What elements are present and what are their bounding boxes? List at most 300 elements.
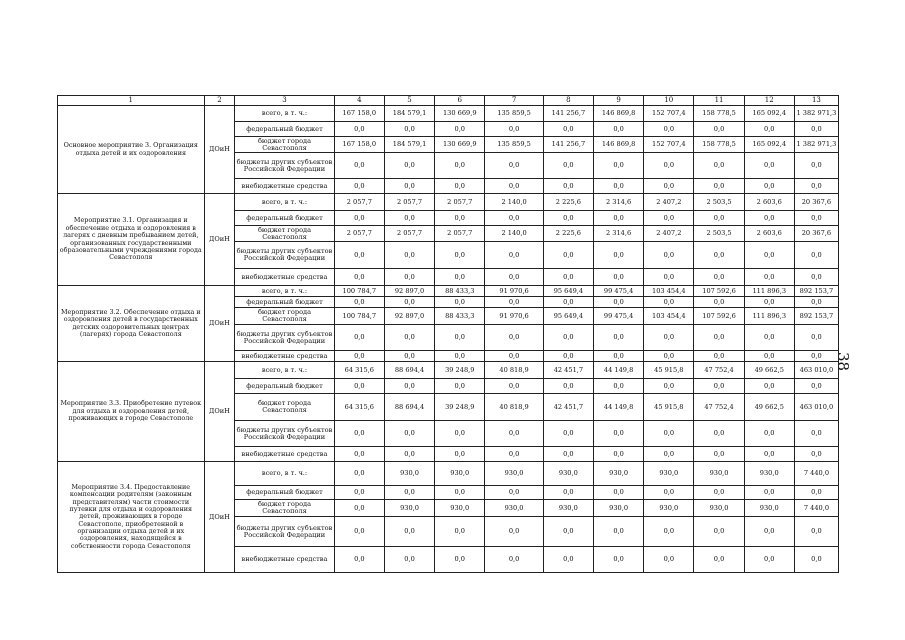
amount-cell: 64 315,6 bbox=[334, 362, 384, 379]
amount-cell: 0,0 bbox=[384, 153, 434, 179]
amount-cell: 0,0 bbox=[384, 351, 434, 362]
amount-cell: 0,0 bbox=[334, 379, 384, 394]
amount-cell: 0,0 bbox=[644, 421, 694, 447]
amount-cell: 0,0 bbox=[794, 122, 838, 137]
amount-cell: 930,0 bbox=[384, 500, 434, 517]
funding-source: бюджеты других субъектов Российской Федерации bbox=[235, 242, 334, 269]
amount-cell: 0,0 bbox=[384, 379, 434, 394]
amount-cell: 99 475,4 bbox=[593, 286, 643, 297]
amount-cell: 0,0 bbox=[485, 447, 543, 462]
amount-cell: 0,0 bbox=[334, 486, 384, 500]
amount-cell: 0,0 bbox=[543, 351, 593, 362]
amount-cell: 92 897,0 bbox=[384, 286, 434, 297]
amount-cell: 47 752,4 bbox=[694, 394, 744, 421]
amount-cell: 0,0 bbox=[543, 421, 593, 447]
amount-cell: 0,0 bbox=[744, 547, 794, 573]
amount-cell: 0,0 bbox=[593, 486, 643, 500]
amount-cell: 2 140,0 bbox=[485, 194, 543, 211]
table-body bbox=[58, 96, 839, 573]
amount-cell: 0,0 bbox=[485, 122, 543, 137]
amount-cell: 0,0 bbox=[485, 325, 543, 351]
amount-cell: 2 503,5 bbox=[694, 226, 744, 242]
amount-cell: 2 603,6 bbox=[744, 194, 794, 211]
amount-cell: 0,0 bbox=[384, 486, 434, 500]
amount-cell: 0,0 bbox=[644, 153, 694, 179]
amount-cell: 892 153,7 bbox=[794, 308, 838, 325]
budget-table bbox=[57, 95, 839, 573]
amount-cell: 0,0 bbox=[384, 179, 434, 194]
amount-cell: 0,0 bbox=[384, 211, 434, 226]
amount-cell: 0,0 bbox=[435, 242, 485, 269]
header-cell: 9 bbox=[593, 96, 643, 106]
amount-cell: 0,0 bbox=[744, 447, 794, 462]
amount-cell: 0,0 bbox=[794, 486, 838, 500]
amount-cell: 2 057,7 bbox=[334, 226, 384, 242]
amount-cell: 0,0 bbox=[794, 351, 838, 362]
amount-cell: 0,0 bbox=[543, 297, 593, 308]
funding-source: бюджеты других субъектов Российской Федерации bbox=[235, 325, 334, 351]
amount-cell: 0,0 bbox=[485, 153, 543, 179]
activity-name: Мероприятие 3.2. Обеспечение отдыха и оздоровления детей в государственных детских оздоровительных центрах (лагерях) города Севастополя bbox=[58, 286, 205, 362]
header-cell: 4 bbox=[334, 96, 384, 106]
amount-cell: 0,0 bbox=[334, 297, 384, 308]
amount-cell: 930,0 bbox=[435, 462, 485, 486]
funding-source: бюджет города Севастополя bbox=[235, 226, 334, 242]
amount-cell: 0,0 bbox=[334, 351, 384, 362]
amount-cell: 0,0 bbox=[334, 242, 384, 269]
funding-source: федеральный бюджет bbox=[235, 122, 334, 137]
amount-cell: 0,0 bbox=[644, 211, 694, 226]
amount-cell: 91 970,6 bbox=[485, 308, 543, 325]
amount-cell: 0,0 bbox=[485, 547, 543, 573]
amount-cell: 0,0 bbox=[543, 179, 593, 194]
funding-source: внебюджетные средства bbox=[235, 547, 334, 573]
amount-cell: 0,0 bbox=[644, 297, 694, 308]
funding-source: бюджеты других субъектов Российской Федерации bbox=[235, 517, 334, 547]
header-cell: 3 bbox=[235, 96, 334, 106]
amount-cell: 111 896,3 bbox=[744, 286, 794, 297]
amount-cell: 0,0 bbox=[435, 351, 485, 362]
amount-cell: 0,0 bbox=[543, 211, 593, 226]
amount-cell: 0,0 bbox=[543, 269, 593, 286]
amount-cell: 165 092,4 bbox=[744, 106, 794, 122]
amount-cell: 7 440,0 bbox=[794, 462, 838, 486]
amount-cell: 0,0 bbox=[435, 447, 485, 462]
amount-cell: 0,0 bbox=[744, 517, 794, 547]
header-cell: 13 bbox=[794, 96, 838, 106]
amount-cell: 0,0 bbox=[485, 179, 543, 194]
amount-cell: 158 778,5 bbox=[694, 137, 744, 153]
page-number: 38 bbox=[834, 352, 852, 372]
funding-source: всего, в т. ч.: bbox=[235, 362, 334, 379]
amount-cell: 1 382 971,3 bbox=[794, 137, 838, 153]
amount-cell: 930,0 bbox=[694, 500, 744, 517]
amount-cell: 892 153,7 bbox=[794, 286, 838, 297]
amount-cell: 2 314,6 bbox=[593, 194, 643, 211]
amount-cell: 0,0 bbox=[384, 421, 434, 447]
amount-cell: 0,0 bbox=[485, 269, 543, 286]
amount-cell: 930,0 bbox=[485, 462, 543, 486]
funding-source: всего, в т. ч.: bbox=[235, 106, 334, 122]
amount-cell: 0,0 bbox=[744, 379, 794, 394]
amount-cell: 20 367,6 bbox=[794, 194, 838, 211]
header-row bbox=[58, 96, 839, 106]
amount-cell: 0,0 bbox=[543, 517, 593, 547]
amount-cell: 92 897,0 bbox=[384, 308, 434, 325]
amount-cell: 146 869,8 bbox=[593, 137, 643, 153]
amount-cell: 152 707,4 bbox=[644, 137, 694, 153]
amount-cell: 0,0 bbox=[435, 547, 485, 573]
executor-cell: ДОиН bbox=[204, 106, 235, 194]
table-row bbox=[58, 194, 839, 211]
amount-cell: 0,0 bbox=[794, 242, 838, 269]
amount-cell: 99 475,4 bbox=[593, 308, 643, 325]
funding-source: всего, в т. ч.: bbox=[235, 286, 334, 297]
amount-cell: 930,0 bbox=[543, 462, 593, 486]
amount-cell: 930,0 bbox=[593, 462, 643, 486]
amount-cell: 0,0 bbox=[593, 211, 643, 226]
amount-cell: 930,0 bbox=[644, 500, 694, 517]
amount-cell: 0,0 bbox=[593, 379, 643, 394]
amount-cell: 0,0 bbox=[543, 379, 593, 394]
amount-cell: 100 784,7 bbox=[334, 286, 384, 297]
amount-cell: 0,0 bbox=[593, 179, 643, 194]
amount-cell: 0,0 bbox=[744, 153, 794, 179]
funding-source: бюджеты других субъектов Российской Федерации bbox=[235, 421, 334, 447]
funding-source: бюджет города Севастополя bbox=[235, 308, 334, 325]
amount-cell: 0,0 bbox=[435, 297, 485, 308]
header-cell: 7 bbox=[485, 96, 543, 106]
amount-cell: 2 407,2 bbox=[644, 226, 694, 242]
amount-cell: 0,0 bbox=[384, 269, 434, 286]
amount-cell: 88 694,4 bbox=[384, 362, 434, 379]
amount-cell: 0,0 bbox=[384, 547, 434, 573]
amount-cell: 0,0 bbox=[694, 297, 744, 308]
amount-cell: 0,0 bbox=[334, 325, 384, 351]
amount-cell: 45 915,8 bbox=[644, 362, 694, 379]
amount-cell: 0,0 bbox=[644, 486, 694, 500]
amount-cell: 0,0 bbox=[744, 325, 794, 351]
activity-name: Основное мероприятие 3. Организация отдыха детей и их оздоровления bbox=[58, 106, 205, 194]
amount-cell: 2 057,7 bbox=[334, 194, 384, 211]
activity-name: Мероприятие 3.4. Предоставление компенсации родителям (законным представителям) части стоимости путевки для отдыха и оздоровления детей, проживающих в городе Севастополе, приобретенной в организации отдыха детей и их оздоровления, находящейся в собственности города Севастополя bbox=[58, 462, 205, 573]
executor-cell: ДОиН bbox=[204, 286, 235, 362]
amount-cell: 0,0 bbox=[334, 153, 384, 179]
amount-cell: 100 784,7 bbox=[334, 308, 384, 325]
amount-cell: 64 315,6 bbox=[334, 394, 384, 421]
amount-cell: 0,0 bbox=[435, 122, 485, 137]
amount-cell: 95 649,4 bbox=[543, 308, 593, 325]
amount-cell: 0,0 bbox=[543, 547, 593, 573]
amount-cell: 0,0 bbox=[485, 242, 543, 269]
amount-cell: 158 778,5 bbox=[694, 106, 744, 122]
amount-cell: 0,0 bbox=[593, 153, 643, 179]
amount-cell: 0,0 bbox=[644, 242, 694, 269]
header-cell: 2 bbox=[204, 96, 235, 106]
amount-cell: 0,0 bbox=[543, 122, 593, 137]
amount-cell: 0,0 bbox=[334, 547, 384, 573]
funding-source: бюджет города Севастополя bbox=[235, 394, 334, 421]
amount-cell: 0,0 bbox=[744, 211, 794, 226]
amount-cell: 0,0 bbox=[744, 486, 794, 500]
funding-source: внебюджетные средства bbox=[235, 179, 334, 194]
amount-cell: 0,0 bbox=[694, 269, 744, 286]
amount-cell: 0,0 bbox=[435, 486, 485, 500]
amount-cell: 930,0 bbox=[384, 462, 434, 486]
amount-cell: 141 256,7 bbox=[543, 106, 593, 122]
amount-cell: 2 057,7 bbox=[435, 226, 485, 242]
amount-cell: 2 057,7 bbox=[384, 226, 434, 242]
amount-cell: 0,0 bbox=[485, 421, 543, 447]
amount-cell: 107 592,6 bbox=[694, 286, 744, 297]
amount-cell: 0,0 bbox=[384, 517, 434, 547]
amount-cell: 0,0 bbox=[485, 211, 543, 226]
amount-cell: 0,0 bbox=[543, 486, 593, 500]
amount-cell: 2 140,0 bbox=[485, 226, 543, 242]
amount-cell: 42 451,7 bbox=[543, 394, 593, 421]
header-cell: 1 bbox=[58, 96, 205, 106]
amount-cell: 0,0 bbox=[334, 269, 384, 286]
amount-cell: 0,0 bbox=[694, 447, 744, 462]
amount-cell: 0,0 bbox=[334, 179, 384, 194]
header-cell: 12 bbox=[744, 96, 794, 106]
amount-cell: 0,0 bbox=[435, 517, 485, 547]
amount-cell: 0,0 bbox=[644, 325, 694, 351]
amount-cell: 0,0 bbox=[384, 447, 434, 462]
amount-cell: 88 694,4 bbox=[384, 394, 434, 421]
amount-cell: 0,0 bbox=[644, 547, 694, 573]
amount-cell: 0,0 bbox=[794, 153, 838, 179]
amount-cell: 0,0 bbox=[543, 153, 593, 179]
amount-cell: 0,0 bbox=[794, 517, 838, 547]
amount-cell: 0,0 bbox=[794, 447, 838, 462]
amount-cell: 0,0 bbox=[384, 325, 434, 351]
amount-cell: 1 382 971,3 bbox=[794, 106, 838, 122]
amount-cell: 0,0 bbox=[694, 211, 744, 226]
amount-cell: 0,0 bbox=[694, 242, 744, 269]
amount-cell: 88 433,3 bbox=[435, 286, 485, 297]
amount-cell: 7 440,0 bbox=[794, 500, 838, 517]
amount-cell: 184 579,1 bbox=[384, 137, 434, 153]
funding-source: федеральный бюджет bbox=[235, 211, 334, 226]
amount-cell: 0,0 bbox=[543, 325, 593, 351]
amount-cell: 0,0 bbox=[435, 179, 485, 194]
amount-cell: 0,0 bbox=[593, 269, 643, 286]
amount-cell: 0,0 bbox=[485, 517, 543, 547]
amount-cell: 930,0 bbox=[644, 462, 694, 486]
amount-cell: 0,0 bbox=[644, 122, 694, 137]
amount-cell: 0,0 bbox=[794, 379, 838, 394]
funding-source: всего, в т. ч.: bbox=[235, 194, 334, 211]
amount-cell: 0,0 bbox=[435, 211, 485, 226]
amount-cell: 2 407,2 bbox=[644, 194, 694, 211]
amount-cell: 0,0 bbox=[593, 325, 643, 351]
amount-cell: 0,0 bbox=[334, 122, 384, 137]
amount-cell: 0,0 bbox=[644, 351, 694, 362]
amount-cell: 107 592,6 bbox=[694, 308, 744, 325]
amount-cell: 0,0 bbox=[744, 179, 794, 194]
amount-cell: 152 707,4 bbox=[644, 106, 694, 122]
table-row bbox=[58, 106, 839, 122]
amount-cell: 0,0 bbox=[485, 379, 543, 394]
amount-cell: 0,0 bbox=[694, 379, 744, 394]
funding-source: федеральный бюджет bbox=[235, 297, 334, 308]
amount-cell: 930,0 bbox=[543, 500, 593, 517]
amount-cell: 39 248,9 bbox=[435, 362, 485, 379]
amount-cell: 0,0 bbox=[384, 242, 434, 269]
amount-cell: 0,0 bbox=[435, 379, 485, 394]
amount-cell: 0,0 bbox=[593, 122, 643, 137]
table-row bbox=[58, 362, 839, 379]
amount-cell: 42 451,7 bbox=[543, 362, 593, 379]
amount-cell: 0,0 bbox=[334, 447, 384, 462]
activity-name: Мероприятие 3.1. Организация и обеспечение отдыха и оздоровления в лагерях с дневным пребыванием детей, организованных государственными образовательными учреждениями города Севастополя bbox=[58, 194, 205, 286]
amount-cell: 0,0 bbox=[593, 547, 643, 573]
amount-cell: 0,0 bbox=[744, 421, 794, 447]
table-row bbox=[58, 286, 839, 297]
amount-cell: 0,0 bbox=[694, 486, 744, 500]
amount-cell: 0,0 bbox=[644, 447, 694, 462]
amount-cell: 0,0 bbox=[794, 325, 838, 351]
amount-cell: 930,0 bbox=[744, 462, 794, 486]
funding-source: бюджеты других субъектов Российской Федерации bbox=[235, 153, 334, 179]
amount-cell: 0,0 bbox=[334, 462, 384, 486]
header-cell: 10 bbox=[644, 96, 694, 106]
amount-cell: 0,0 bbox=[543, 447, 593, 462]
amount-cell: 0,0 bbox=[334, 211, 384, 226]
amount-cell: 2 225,6 bbox=[543, 194, 593, 211]
amount-cell: 91 970,6 bbox=[485, 286, 543, 297]
amount-cell: 0,0 bbox=[485, 297, 543, 308]
amount-cell: 0,0 bbox=[334, 500, 384, 517]
amount-cell: 0,0 bbox=[744, 269, 794, 286]
amount-cell: 930,0 bbox=[593, 500, 643, 517]
amount-cell: 0,0 bbox=[435, 269, 485, 286]
header-cell: 5 bbox=[384, 96, 434, 106]
amount-cell: 0,0 bbox=[435, 153, 485, 179]
funding-source: всего, в т. ч.: bbox=[235, 462, 334, 486]
amount-cell: 930,0 bbox=[435, 500, 485, 517]
amount-cell: 40 818,9 bbox=[485, 394, 543, 421]
amount-cell: 2 603,6 bbox=[744, 226, 794, 242]
amount-cell: 0,0 bbox=[744, 242, 794, 269]
amount-cell: 49 662,5 bbox=[744, 394, 794, 421]
amount-cell: 0,0 bbox=[543, 242, 593, 269]
amount-cell: 0,0 bbox=[794, 547, 838, 573]
header-cell: 11 bbox=[694, 96, 744, 106]
amount-cell: 135 859,5 bbox=[485, 106, 543, 122]
amount-cell: 44 149,8 bbox=[593, 394, 643, 421]
amount-cell: 95 649,4 bbox=[543, 286, 593, 297]
amount-cell: 463 010,0 bbox=[794, 394, 838, 421]
amount-cell: 463 010,0 bbox=[794, 362, 838, 379]
amount-cell: 0,0 bbox=[334, 421, 384, 447]
amount-cell: 103 454,4 bbox=[644, 308, 694, 325]
amount-cell: 0,0 bbox=[644, 269, 694, 286]
amount-cell: 0,0 bbox=[694, 122, 744, 137]
amount-cell: 130 669,9 bbox=[435, 106, 485, 122]
amount-cell: 0,0 bbox=[593, 421, 643, 447]
amount-cell: 0,0 bbox=[744, 122, 794, 137]
amount-cell: 184 579,1 bbox=[384, 106, 434, 122]
header-cell: 8 bbox=[543, 96, 593, 106]
amount-cell: 44 149,8 bbox=[593, 362, 643, 379]
amount-cell: 167 158,0 bbox=[334, 137, 384, 153]
amount-cell: 0,0 bbox=[485, 486, 543, 500]
amount-cell: 39 248,9 bbox=[435, 394, 485, 421]
table-row bbox=[58, 462, 839, 486]
amount-cell: 0,0 bbox=[794, 211, 838, 226]
amount-cell: 0,0 bbox=[384, 122, 434, 137]
amount-cell: 20 367,6 bbox=[794, 226, 838, 242]
executor-cell: ДОиН bbox=[204, 362, 235, 462]
funding-source: внебюджетные средства bbox=[235, 351, 334, 362]
amount-cell: 930,0 bbox=[744, 500, 794, 517]
amount-cell: 45 915,8 bbox=[644, 394, 694, 421]
amount-cell: 0,0 bbox=[435, 325, 485, 351]
amount-cell: 0,0 bbox=[694, 179, 744, 194]
amount-cell: 0,0 bbox=[593, 297, 643, 308]
amount-cell: 0,0 bbox=[644, 179, 694, 194]
amount-cell: 130 669,9 bbox=[435, 137, 485, 153]
amount-cell: 0,0 bbox=[644, 379, 694, 394]
amount-cell: 0,0 bbox=[644, 517, 694, 547]
header-cell: 6 bbox=[435, 96, 485, 106]
amount-cell: 0,0 bbox=[485, 351, 543, 362]
amount-cell: 40 818,9 bbox=[485, 362, 543, 379]
amount-cell: 2 057,7 bbox=[435, 194, 485, 211]
funding-source: федеральный бюджет bbox=[235, 379, 334, 394]
amount-cell: 2 225,6 bbox=[543, 226, 593, 242]
amount-cell: 49 662,5 bbox=[744, 362, 794, 379]
funding-source: внебюджетные средства bbox=[235, 269, 334, 286]
amount-cell: 135 859,5 bbox=[485, 137, 543, 153]
amount-cell: 0,0 bbox=[593, 447, 643, 462]
amount-cell: 0,0 bbox=[694, 421, 744, 447]
amount-cell: 0,0 bbox=[794, 179, 838, 194]
amount-cell: 0,0 bbox=[593, 517, 643, 547]
amount-cell: 0,0 bbox=[593, 351, 643, 362]
amount-cell: 167 158,0 bbox=[334, 106, 384, 122]
funding-source: внебюджетные средства bbox=[235, 447, 334, 462]
executor-cell: ДОиН bbox=[204, 462, 235, 573]
amount-cell: 103 454,4 bbox=[644, 286, 694, 297]
funding-source: бюджет города Севастополя bbox=[235, 137, 334, 153]
amount-cell: 0,0 bbox=[334, 517, 384, 547]
amount-cell: 146 869,8 bbox=[593, 106, 643, 122]
amount-cell: 0,0 bbox=[794, 297, 838, 308]
amount-cell: 0,0 bbox=[794, 421, 838, 447]
amount-cell: 0,0 bbox=[694, 517, 744, 547]
amount-cell: 930,0 bbox=[694, 462, 744, 486]
amount-cell: 0,0 bbox=[744, 351, 794, 362]
amount-cell: 930,0 bbox=[485, 500, 543, 517]
amount-cell: 2 503,5 bbox=[694, 194, 744, 211]
funding-source: федеральный бюджет bbox=[235, 486, 334, 500]
amount-cell: 0,0 bbox=[694, 153, 744, 179]
amount-cell: 88 433,3 bbox=[435, 308, 485, 325]
amount-cell: 141 256,7 bbox=[543, 137, 593, 153]
amount-cell: 0,0 bbox=[694, 351, 744, 362]
amount-cell: 0,0 bbox=[694, 325, 744, 351]
executor-cell: ДОиН bbox=[204, 194, 235, 286]
amount-cell: 111 896,3 bbox=[744, 308, 794, 325]
amount-cell: 0,0 bbox=[435, 421, 485, 447]
amount-cell: 0,0 bbox=[593, 242, 643, 269]
funding-source: бюджет города Севастополя bbox=[235, 500, 334, 517]
amount-cell: 2 057,7 bbox=[384, 194, 434, 211]
activity-name: Мероприятие 3.3. Приобретение путевок для отдыха и оздоровления детей, проживающих в городе Севастополе bbox=[58, 362, 205, 462]
